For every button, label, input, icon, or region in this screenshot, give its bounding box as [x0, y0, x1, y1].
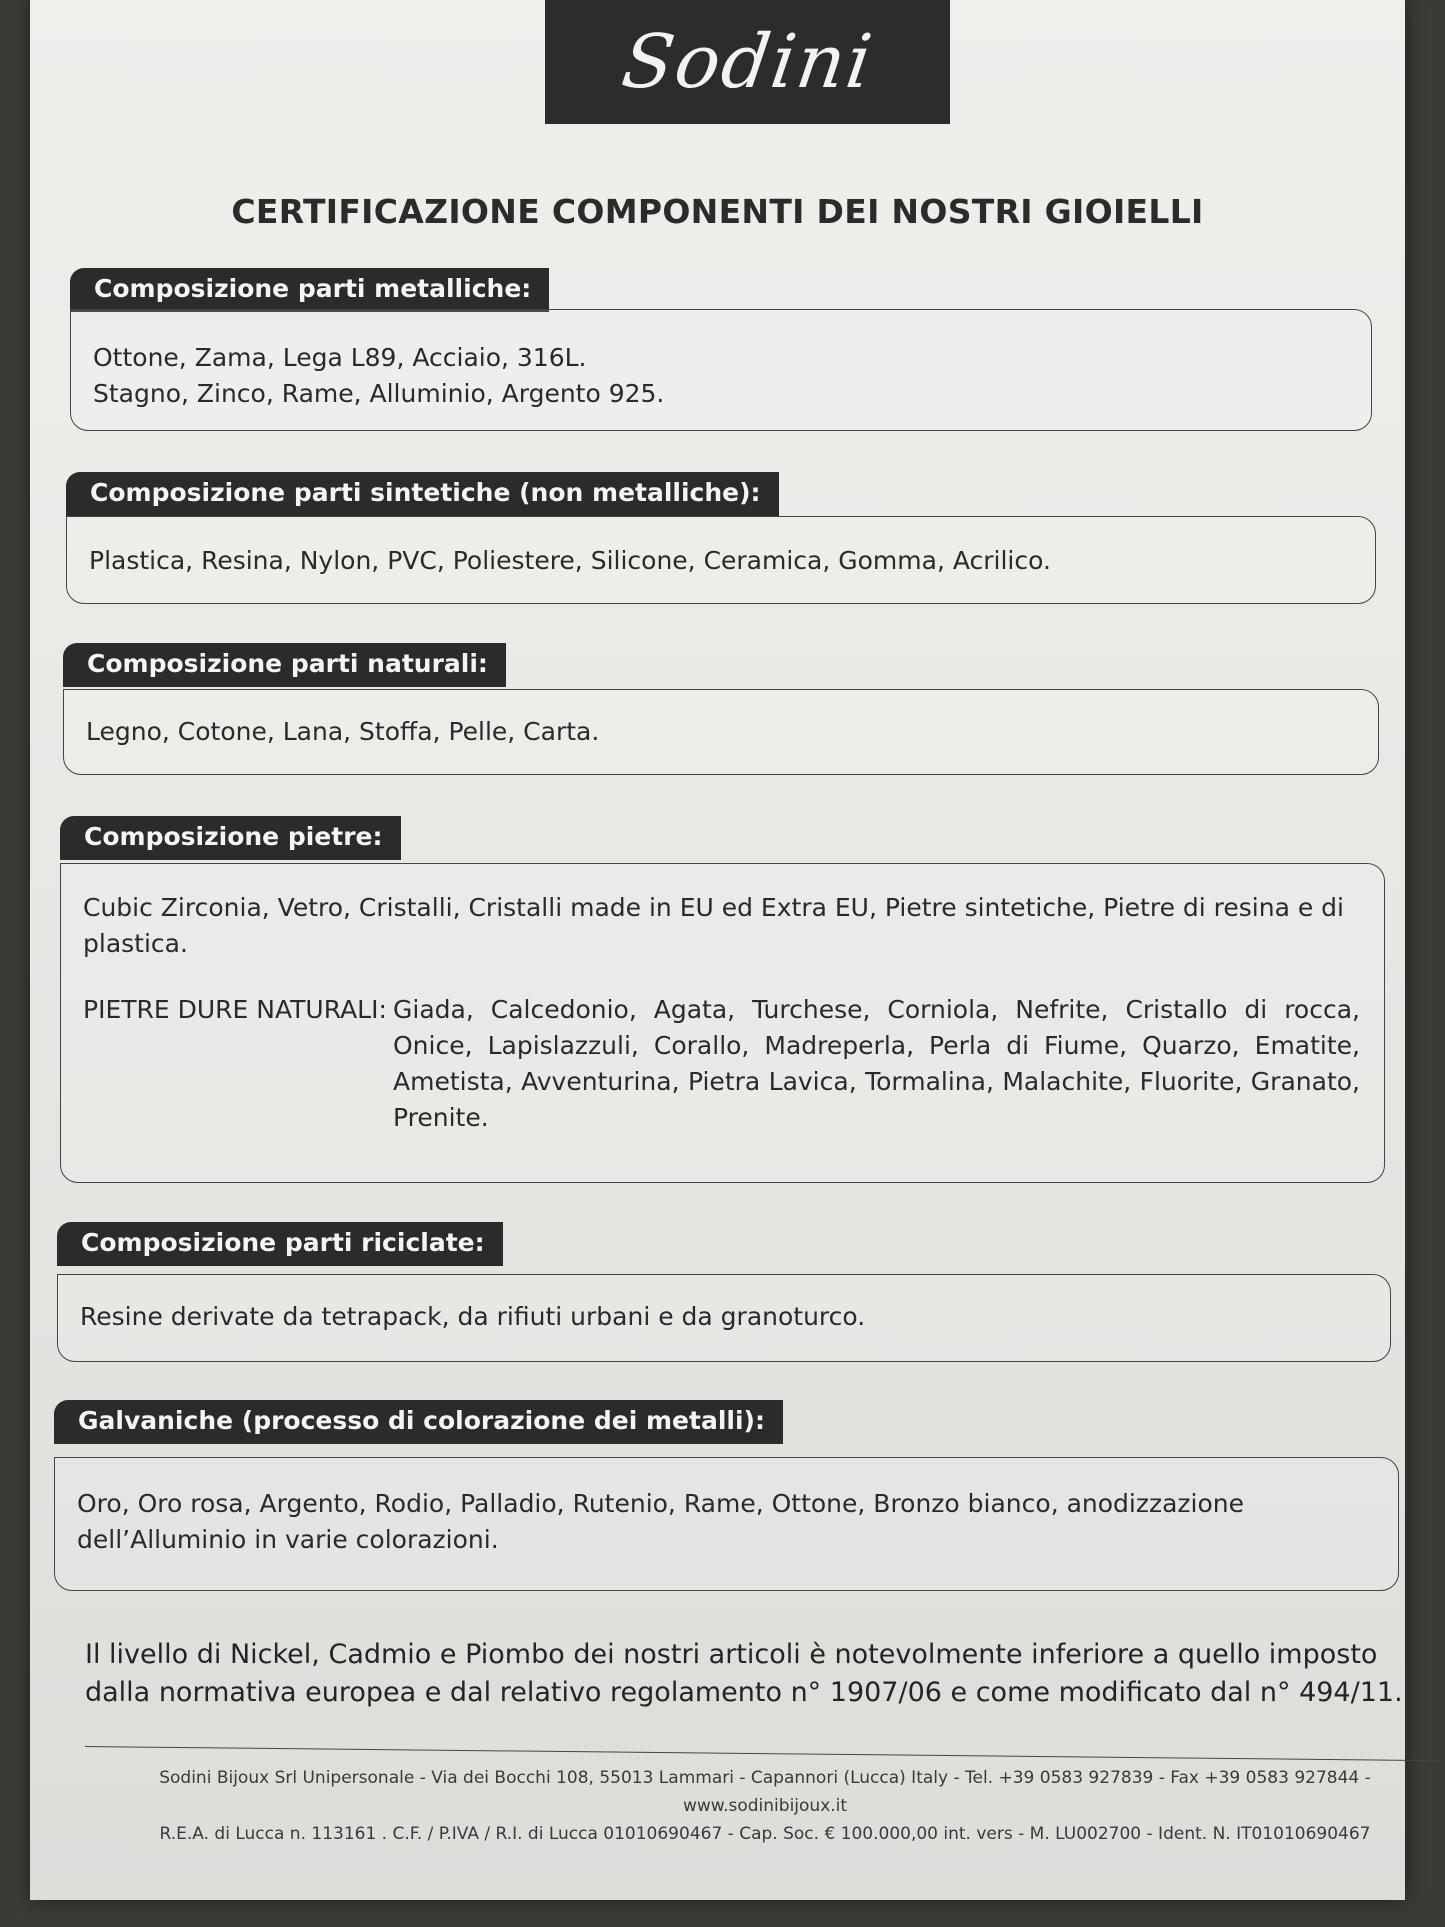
footer-divider — [85, 1746, 1440, 1761]
section-label: Composizione parti metalliche: — [70, 268, 549, 312]
content-line: Oro, Oro rosa, Argento, Rodio, Palladio, Rutenio, Rame, Ottone, Bronzo bianco, anodizzazione dell’Alluminio in varie colorazioni. — [77, 1489, 1245, 1554]
content-line: Resine derivate da tetrapack, da rifiuti urbani e da granoturco. — [80, 1302, 866, 1331]
certificate-sheet — [30, 0, 1405, 1900]
natural-stones-list: Giada, Calcedonio, Agata, Turchese, Corniola, Nefrite, Cristallo di rocca, Onice, Lapislazzuli, Corallo, Madreperla, Perla di Fiume, Quarzo, Ematite, Ametista, Avventurina, Pietra Lavica, Tormalina, Malachite, Fluorite, Granato, Prenite. — [393, 995, 1360, 1132]
section-content — [57, 1274, 1391, 1362]
section-content — [54, 1457, 1399, 1591]
content-line: Legno, Cotone, Lana, Stoffa, Pelle, Carta. — [86, 717, 600, 746]
section-label: Composizione parti riciclate: — [57, 1222, 503, 1266]
section-content — [70, 309, 1372, 431]
section-content — [63, 689, 1379, 775]
section-label: Composizione pietre: — [60, 816, 401, 860]
section-label: Galvaniche (processo di colorazione dei metalli): — [54, 1400, 783, 1444]
footer-line-address: Sodini Bijoux Srl Unipersonale - Via dei Bocchi 108, 55013 Lammari - Capannori (Lucca) Italy - Tel. +39 0583 927839 - Fax +39 0583 927844 - www.sodinibijoux.it — [159, 1768, 1371, 1816]
section-label: Composizione parti naturali: — [63, 643, 506, 687]
content-line: Plastica, Resina, Nylon, PVC, Poliestere, Silicone, Ceramica, Gomma, Acrilico. — [89, 546, 1051, 575]
natural-stones-label: PIETRE DURE NATURALI: — [83, 995, 387, 1024]
section-label: Composizione parti sintetiche (non metalliche): — [66, 472, 779, 516]
nickel-note: Il livello di Nickel, Cadmio e Piombo dei nostri articoli è notevolmente inferiore a quello imposto dalla normativa europea e dal relativo regolamento n° 1907/06 e come modificato dal n° 494/11. — [85, 1639, 1403, 1708]
natural-stones-row — [83, 992, 1360, 1136]
section-content — [60, 863, 1385, 1183]
content-text: Cubic Zirconia, Vetro, Cristalli, Cristalli made in EU ed Extra EU, Pietre sintetiche, Pietre di resina e di plastica. — [83, 893, 1344, 958]
content-line: Ottone, Zama, Lega L89, Acciaio, 316L. — [93, 343, 587, 372]
page-title: CERTIFICAZIONE COMPONENTI DEI NOSTRI GIOIELLI — [231, 192, 1204, 231]
brand-logo — [545, 0, 950, 124]
content-line: Stagno, Zinco, Rame, Alluminio, Argento 925. — [93, 379, 665, 408]
footer — [85, 1764, 1445, 1848]
footer-line-registry: R.E.A. di Lucca n. 113161 . C.F. / P.IVA / R.I. di Lucca 01010690467 - Cap. Soc. € 100.000,00 int. vers - M. LU002700 - Ident. N. IT01010690467 — [159, 1824, 1371, 1844]
brand-logo-text: Sodini — [616, 19, 879, 105]
section-content — [66, 516, 1376, 604]
